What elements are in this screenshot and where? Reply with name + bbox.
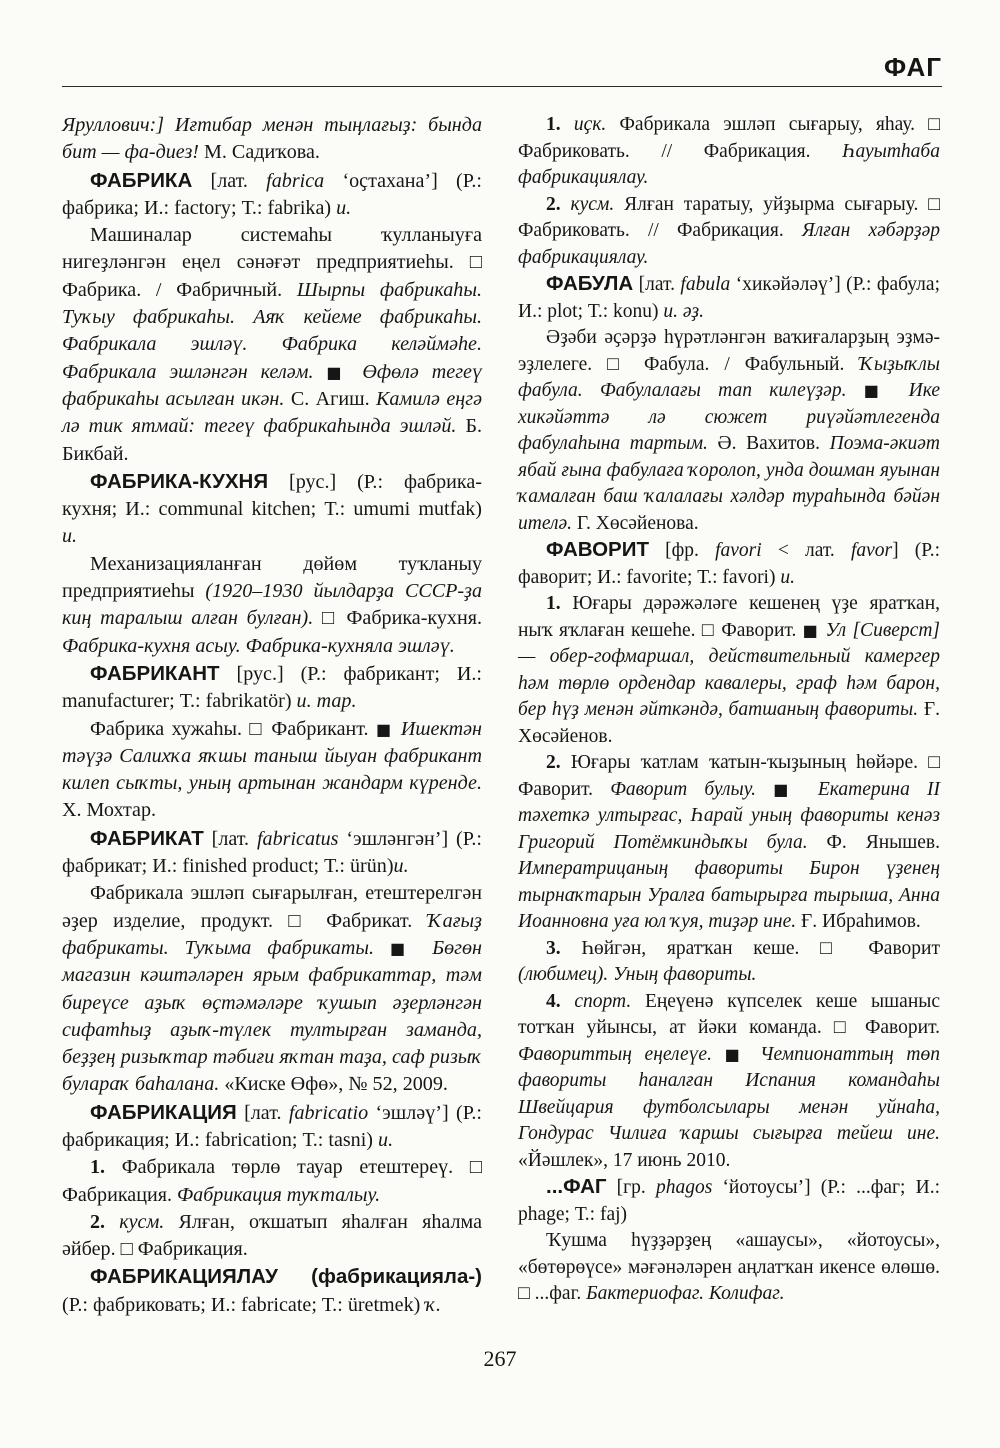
quote-marker: ■ (802, 620, 820, 640)
page-number: 267 (483, 1346, 517, 1371)
entry-fabrika: ФАБРИКА [лат. fabrica ‘оҫтахана’] (Р.: фабрика; И.: factory; Т.: fabrika) и. (62, 168, 482, 219)
sense-3: 3. Һөйгән, яратҡан кеше. □ Фаворит (любимец). Уның фавориты. (518, 937, 940, 985)
sense-2: 2. кусм. Ялған, оҡшатып яһалған яһалма әйбер. □ Фабрикация. (62, 1210, 482, 1261)
sense-4: 4. спорт. Еңеүенә күпселек кеше ышаныс тотҡан уйынсы, ат йәки команда. □ Фаворит. Фавориттың еңелеүе. ■ Чемпионаттың төп фавориты һаналған Испания командаһы Швейцария футболсылары менән уйнаһа, Гондурас Чилиға ҡаршы сығырға тейеш ине. «Йәшлек», 17 июнь 2010. (518, 990, 941, 1171)
right-column (518, 112, 940, 1308)
left-column (62, 112, 482, 1319)
entry-favorit: ФАВОРИТ [фр. favori < лат. favor] (Р.: фаворит; И.: favorite; Т.: favori) и. (518, 538, 940, 588)
headword: ФАВОРИТ (546, 538, 649, 561)
entry-fabrikatsiyalau: ФАБРИКАЦИЯЛАУ (фабрикацияла-) (Р.: фабриковать; И.: fabricate; Т.: üretmek) ҡ. (62, 1265, 482, 1316)
entry-fabrikat-body: Фабрикала эшләп сығарылған, етештерелгән әҙер изделие, продукт. □ Фабрикат. Ҡағыҙ фабрикаты. Туҡыма фабрикаты. ■ Бөгөн магазин кәштәләрен ярым фабрикаттар, тәм биреүсе аҙыҡ өҫтәмәләре ҡушып әҙерләнгән сифатһыҙ аҙыҡ-түлек тултырған заманда, беҙҙең ризыҡтар тәбиғи яҡтан таҙа, саф ризыҡ булараҡ баһалана. «Киске Өфө», № 52, 2009. (62, 882, 482, 1096)
headword: ФАБРИКАЦИЯЛАУ (фабрикацияла-) (90, 1265, 482, 1289)
sense-1: 1. иҫк. Фабрикала эшләп сығарыу, яһау. □ Фабриковать. // Фабрикация. Һауытһаба фабрикациялау. (518, 114, 941, 188)
headword: ФАБРИКА-КУХНЯ (90, 469, 269, 493)
entry-fabrika-kukhnya: ФАБРИКА-КУХНЯ [рус.] (Р.: фабрика-кухня; И.: communal kitchen; Т.: umumi mutfak) и. (62, 469, 482, 548)
entry-fabrikant: ФАБРИКАНТ [рус.] (Р.: фабрикант; И.: manufacturer; Т.: fabrikatör) и. тар. (62, 661, 482, 713)
entry-fabula: ФАБУЛА [лат. fabula ‘хикәйәләү’] (Р.: фабула; И.: plot; Т.: konu) и. әҙ. (518, 272, 940, 322)
quote-marker: ■ (773, 779, 801, 799)
entry-fabrika-kukhnya-body: Механизацияланған дөйөм туҡланыу предприятиеһы (1920–1930 йылдарҙа СССР-ҙа киң таралыш алған булған). □ Фабрика-кухня. Фабрика-кухня асыу. Фабрика-кухняла эшләү. (62, 552, 483, 657)
quote-marker: ■ (390, 938, 417, 958)
headword: ФАБРИКА (90, 168, 193, 192)
headword: ...ФАГ (546, 1175, 607, 1198)
headword: ФАБРИКАТ (90, 826, 204, 850)
entry-fabrikant-body: Фабрика хужаһы. □ Фабрикант. ■ Ишектән тәүҙә Салихҡа яҡшы таныш йыуан фабрикант килеп сыҡты, уның артынан жандарм күренде. Х. Мохтар. (62, 717, 483, 822)
sense-2: 2. кусм. Ялған таратыу, уйҙырма сығарыу. □ Фабриковать. // Фабрикация. Ялған хәбәрҙәр фабрикациялау. (518, 193, 940, 268)
guide-word: ФАГ (883, 52, 942, 82)
headword: ФАБУЛА (546, 272, 634, 295)
entry-fabrika-body: Машиналар системаһы ҡулланыуға нигеҙләнгән еңел сәнәғәт предприятиеһы. □ Фабрика. / Фабричный. Шырпы фабрикаһы. Туҡыу фабрикаһы. Аяҡ кейеме фабрикаһы. Фабрикала эшләү. Фабрика келәймәһе. Фабрикала эшләнгән келәм. ■ Өфөлә тегеү фабрикаһы асылған икән. С. Агиш. Камилә еңгә лә тик ятмай: тегеү фабрикаһында эшләй. Б. Бикбай. (62, 224, 482, 465)
entry-fag-body: Ҡушма һүҙҙәрҙең «ашаусы», «йотоусы», «бөтөрөүсе» мәғәнәләрен аңлатҡан икенсе өлөшө. □ ...фаг. Бактериофаг. Колифаг. (518, 1230, 940, 1304)
quote-marker: ■ (724, 1044, 748, 1064)
continued-entry: Яруллович:] Иғтибар менән тыңлағыҙ: бында бит — фа-диез! М. Садиҡова. (62, 114, 482, 164)
sense-2: 2. Юғары ҡатлам ҡатын-ҡыҙының һөйәре. □ Фаворит. Фаворит булыу. ■ Екатерина II тәхеткә ултырғас, Һарай уның фавориты кенәз Григорий Потёмкиндыҡы була. Ф. Янышев. Императрицаның фавориты Бирон үҙенең тырнаҡтарын Уралға батырырға тырыша, Анна Иоанновна уға юл ҡуя, тиҙәр ине. Ғ. Ибраһимов. (518, 752, 941, 932)
quote-marker: ■ (863, 381, 892, 400)
entry-fag: ...ФАГ [гр. phagos ‘йотоусы’] (Р.: ...фаг; И.: phage; Т.: faj) (518, 1175, 940, 1225)
sense-1: 1. Фабрикала төрлө тауар етештереү. □ Фабрикация. Фабрикация туҡталыу. (62, 1156, 482, 1206)
entry-fabrikat: ФАБРИКАТ [лат. fabricatus ‘эшләнгән’] (Р.: фабрикат; И.: finished product; Т.: ürün)и. (62, 826, 482, 878)
running-header (62, 48, 942, 87)
entry-fabrikatsiya: ФАБРИКАЦИЯ [лат. fabricatio ‘эшләү’] (Р.: фабрикация; И.: fabrication; Т.: tasni) и. (62, 1100, 482, 1151)
entry-fabula-body: Әҙәби әҫәрҙә һүрәтләнгән ваҡиғаларҙың эҙмә-эҙлелеге. □ Фабула. / Фабульный. Ҡыҙыҡлы фабула. Фабулалағы тап килеүҙәр. ■ Ике хикәйәттә лә сюжет риүәйәтлегенда фабулаһына тартым. Ә. Вахитов. Поэма-әкиәт ябай ғына фабулаға ҡоролоп, унда дошман яуынан ҡамалған баш ҡалалағы хәлдәр тураһында бәйән ителә. Г. Хөсәйенова. (518, 327, 941, 534)
headword: ФАБРИКАНТ (90, 661, 220, 685)
quote-marker: ■ (375, 719, 394, 739)
headword: ФАБРИКАЦИЯ (90, 1100, 237, 1124)
quote-marker: ■ (326, 362, 350, 382)
sense-1: 1. Юғары дәрәжәләге кешенең үҙе яратҡан, ныҡ яҡлаған кешеһе. □ Фаворит. ■ Ул [Сиверст] — обер-гофмаршал, действительный камергер һәм төрлө ордендар кавалеры, граф һәм барон, бер һүҙ менән әйткәндә, батшаның фавориты. Ғ. Хөсәйенов. (518, 593, 941, 747)
